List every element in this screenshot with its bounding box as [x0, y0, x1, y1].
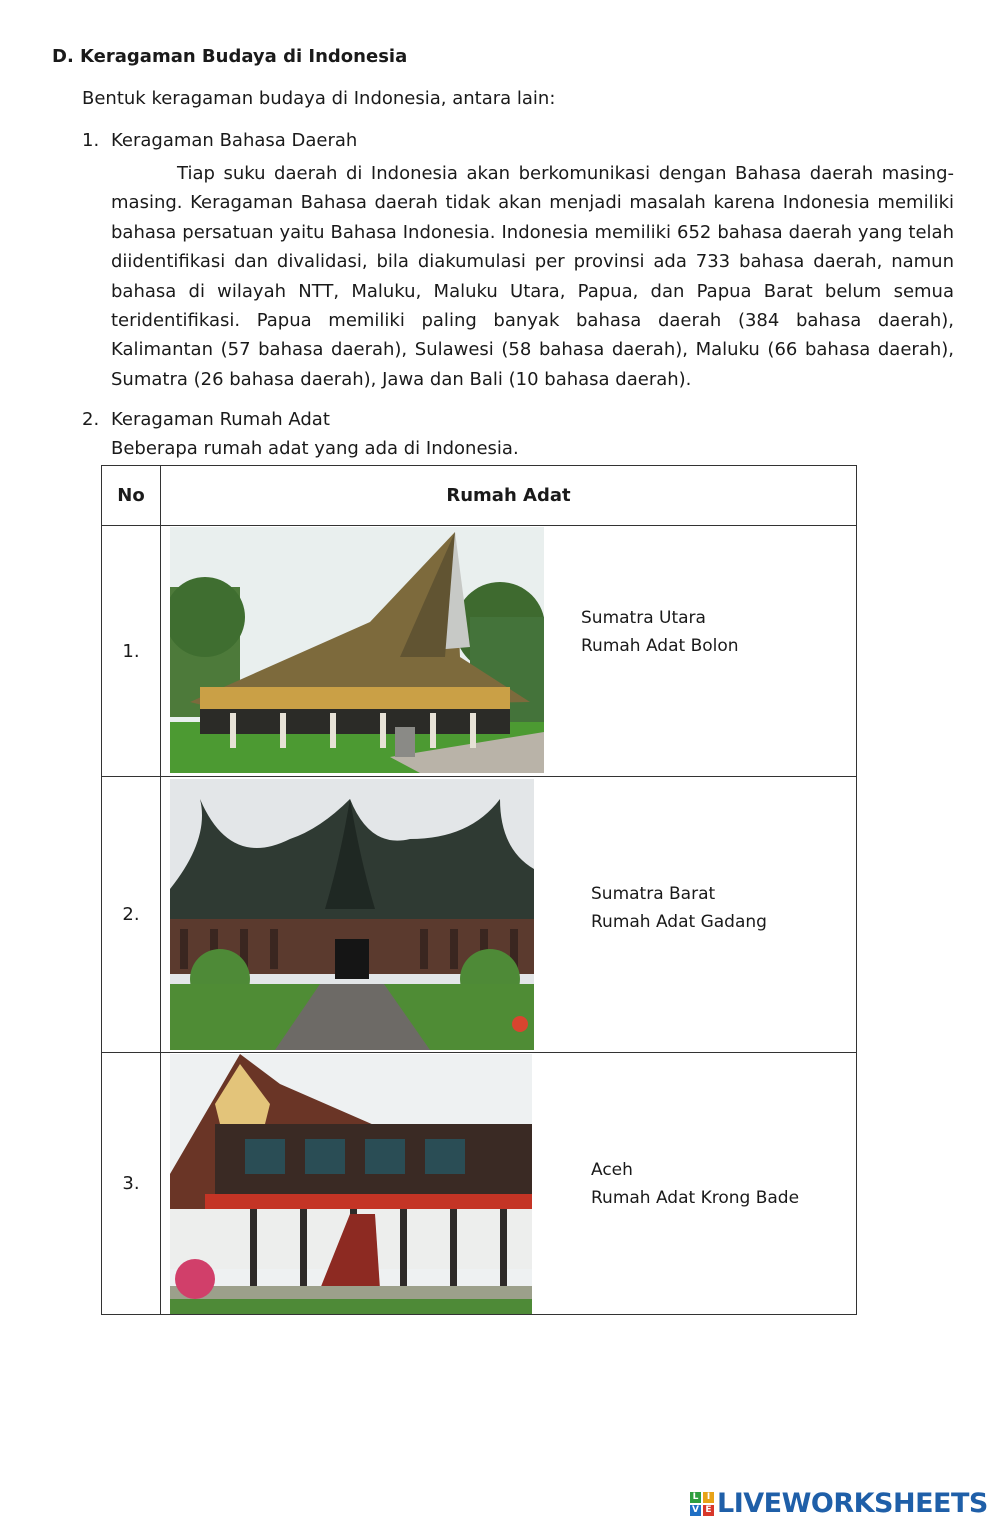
house-caption	[591, 880, 767, 936]
logo-mark-icon	[690, 1492, 714, 1516]
house-cell	[161, 777, 857, 1053]
item-heading-rumah-adat	[82, 409, 330, 430]
rumah-adat-subtext: Beberapa rumah adat yang ada di Indonesia.	[111, 438, 519, 459]
item-heading-text: Keragaman Bahasa Daerah	[111, 130, 358, 151]
minangkabau-house-photo	[170, 779, 534, 1050]
liveworksheets-logo	[690, 1488, 988, 1519]
logo-mark-letter: I	[703, 1492, 714, 1503]
item-number: 2.	[82, 409, 100, 430]
house-region: Aceh	[591, 1160, 633, 1180]
row-number: 1.	[102, 526, 161, 777]
logo-mark-letter: L	[690, 1492, 701, 1503]
house-caption	[581, 604, 739, 660]
header-rumah-adat: Rumah Adat	[161, 466, 857, 526]
section-intro: Bentuk keragaman budaya di Indonesia, antara lain:	[82, 88, 556, 109]
logo-text: LIVEWORKSHEETS	[717, 1488, 988, 1519]
table-header-row	[102, 466, 857, 526]
house-region: Sumatra Utara	[581, 608, 706, 628]
house-cell	[161, 526, 857, 777]
header-no: No	[102, 466, 161, 526]
house-name: Rumah Adat Bolon	[581, 636, 739, 656]
batak-house-photo	[170, 527, 544, 773]
bahasa-paragraph: Tiap suku daerah di Indonesia akan berkomunikasi dengan Bahasa daerah masing-masing. Keragaman Bahasa daerah tidak akan menjadi masalah karena Indonesia memiliki bahasa persatuan yaitu Bahasa Indonesia. Indonesia memiliki 652 bahasa daerah yang telah diidentifikasi dan divalidasi, bila diakumulasi per provinsi ada 733 bahasa daerah, namun bahasa di wilayah NTT, Maluku, Maluku Utara, Papua, dan Papua Barat belum semua teridentifikasi. Papua memiliki paling banyak bahasa daerah (384 bahasa daerah), Kalimantan (57 bahasa daerah), Sulawesi (58 bahasa daerah), Maluku (66 bahasa daerah), Sumatra (26 bahasa daerah), Jawa dan Bali (10 bahasa daerah).	[111, 163, 954, 390]
logo-mark-letter: E	[703, 1505, 714, 1516]
item-heading-text: Keragaman Rumah Adat	[111, 409, 330, 430]
table-row	[102, 777, 857, 1053]
row-number: 3.	[102, 1053, 161, 1315]
house-name: Rumah Adat Gadang	[591, 912, 767, 932]
aceh-house-photo	[170, 1054, 532, 1314]
item-heading-bahasa	[82, 130, 357, 151]
item-number: 1.	[82, 130, 100, 151]
table-row	[102, 526, 857, 777]
house-region: Sumatra Barat	[591, 884, 716, 904]
rumah-adat-table	[101, 465, 857, 1315]
house-name: Rumah Adat Krong Bade	[591, 1188, 800, 1208]
house-caption	[591, 1156, 799, 1212]
logo-mark-letter: V	[690, 1505, 701, 1516]
row-number: 2.	[102, 777, 161, 1053]
table-row	[102, 1053, 857, 1315]
house-cell	[161, 1053, 857, 1315]
section-title: D. Keragaman Budaya di Indonesia	[52, 46, 408, 67]
